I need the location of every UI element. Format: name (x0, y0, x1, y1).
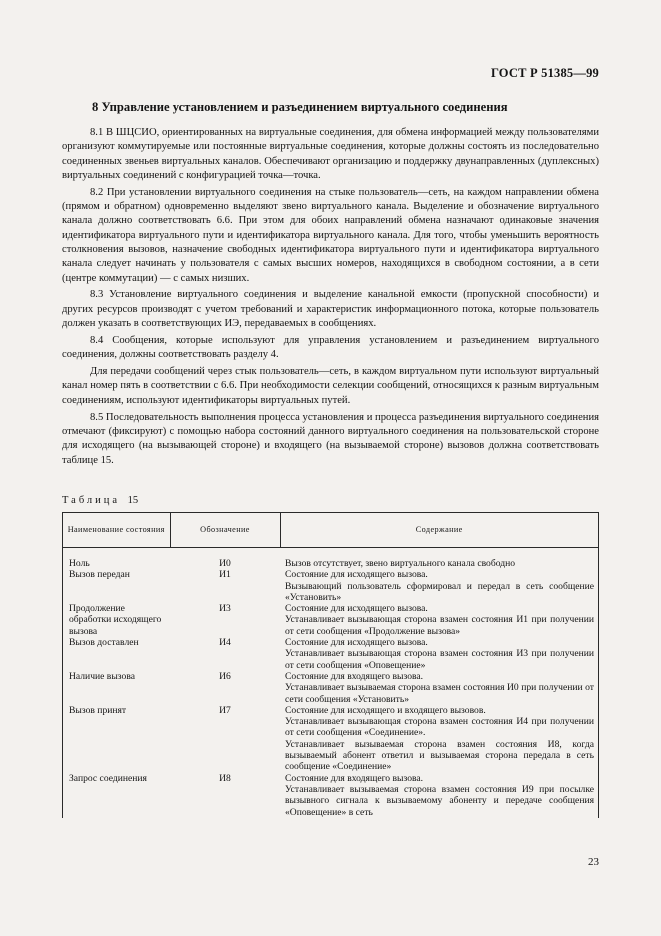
state-code-cell: И4 (219, 637, 231, 649)
state-name-cell: Продолжение обработки исходящего вызова (63, 603, 171, 637)
paragraph: 8.4 Сообщения, которые используют для управления установлением и разъединением виртуального соединения, должны соответствовать разделу 4. (62, 334, 599, 361)
state-code-cell: И6 (219, 670, 231, 682)
states-table (62, 512, 599, 818)
state-name-cell: Ноль (63, 548, 171, 570)
column-header-name: Наименование состояния (63, 513, 171, 548)
paragraph: 8.2 При установлении виртуального соединения на стыке пользователь—сеть, на каждом направлении обмена (прямом и обратном) одновременно выделяют звено виртуального канала. Выделение и обозначение виртуального канала должно соответствовать 6.6. При этом для обоих направлений обмена назначают одинаковые значения идентификатора виртуального пути и идентификатора виртуального канала. Для того, чтобы уменьшить вероятность столкновения вызовов, назначение свободных идентификатора виртуального пути и идентификатора виртуального канала следует начинать у пользователя с самых высших номеров, находящихся в свободном состоянии, а в сети (центре коммутации) — с самых низших. (62, 186, 599, 284)
state-content-line: Состояние для исходящего вызова. (285, 603, 428, 615)
state-content-cell (280, 671, 599, 705)
state-content-cell (280, 705, 599, 773)
state-code-cell: И0 (219, 558, 231, 569)
state-content-cell (280, 548, 599, 570)
state-content-line: Состояние для исходящего и входящего вызовов. (285, 704, 486, 716)
state-name-cell: Наличие вызова (63, 671, 171, 705)
table-row (63, 773, 599, 818)
table-row (63, 603, 599, 637)
state-content-line: Вызов отсутствует, звено виртуального канала свободно (285, 558, 516, 569)
table-caption (62, 495, 138, 506)
table-row (63, 548, 599, 570)
paragraph: 8.1 В ШЦСИО, ориентированных на виртуальные соединения, для обмена информацией между пользователями организуют коммутируемые или постоянные виртуальные соединения, которые должны состоять из последовательно соединенных звеньев виртуальных каналов. Обеспечивают организацию и поддержку двунаправленных (дуплексных) виртуальных соединений с конфигурацией точка—точка. (62, 127, 599, 181)
section-title: 8 Управление установлением и разъединением виртуального соединения (92, 100, 508, 114)
state-content-cell (280, 637, 599, 671)
table-header-row (63, 513, 599, 548)
state-content-line: Состояние для исходящего вызова. (285, 637, 428, 649)
paragraph: 8.5 Последовательность выполнения процесса установления и процесса разъединения виртуального соединения отмечают (фиксируют) с помощью набора состояний данного виртуального соединения на пользовательской стороне для исходящего (на вызывающей стороне) и входящего (на вызываемой стороне) вызовов должна соответствовать таблице 15. (62, 411, 599, 466)
table-row (63, 671, 599, 705)
state-name-cell: Вызов доставлен (63, 637, 171, 671)
table-caption-word: Таблица (62, 495, 121, 506)
state-content-cell (280, 603, 599, 637)
state-name-cell: Запрос соединения (63, 773, 171, 818)
state-code-cell: И8 (219, 772, 231, 784)
state-content-line: Устанавливает вызывающая сторона взамен состояния И3 при получении от сети сообщения «Оповещение» (285, 648, 594, 671)
state-content-line: Состояние для входящего вызова. (285, 670, 424, 682)
state-content-line: Состояние для входящего вызова. (285, 772, 424, 784)
table-caption-number: 15 (127, 495, 139, 506)
document-code: ГОСТ Р 51385—99 (490, 66, 599, 80)
column-header-content: Содержание (280, 513, 599, 548)
state-name-cell: Вызов принят (63, 705, 171, 773)
table-row (63, 569, 599, 603)
table-row (63, 705, 599, 773)
state-code-cell: И1 (219, 569, 231, 581)
state-content-line: Вызывающий пользователь сформировал и передал в сеть сообщение «Установить» (285, 580, 594, 603)
state-name-cell: Вызов передан (63, 569, 171, 603)
state-content-line: Состояние для исходящего вызова. (285, 569, 428, 581)
state-content-line: Устанавливает вызываемая сторона взамен состояния И0 при получении от сети сообщения «Установить» (285, 682, 594, 705)
page-number: 23 (588, 856, 599, 868)
state-content-line: Устанавливает вызывающая сторона взамен состояния И1 при получении от сети сообщения «Продолжение вызова» (285, 614, 594, 637)
state-content-cell (280, 569, 599, 603)
state-content-line: Устанавливает вызываемая сторона взамен состояния И9 при посылке вызывного сигнала к вызываемому абоненту и передаче сообщения «Оповещение» в сеть (285, 783, 594, 818)
state-content-line: Устанавливает вызывающая сторона взамен состояния И4 при получении от сети сообщения «Соединение». (285, 716, 594, 739)
state-code-cell: И3 (219, 603, 231, 615)
column-header-code: Обозначение (170, 513, 280, 548)
state-code-cell: И7 (219, 704, 231, 716)
paragraph: Для передачи сообщений через стык пользователь—сеть, в каждом виртуальном пути используют виртуальный канал номер пять в соответствии с 6.6. При необходимости селекции сообщений, относящихся к разным виртуальным соединениям, используют идентификаторы виртуальных путей. (62, 366, 599, 406)
table-row (63, 637, 599, 671)
body-text (62, 126, 599, 470)
paragraph: 8.3 Установление виртуального соединения и выделение канальной емкости (пропускной способности) и других ресурсов производят с учетом требований и характеристик информационного потока, которые пользователь должен указать в соответствующих ИЭ, передаваемых в сообщениях. (62, 289, 599, 330)
state-content-line: Устанавливает вызываемая сторона взамен состояния И8, когда вызываемый абонент ответил и вызываемая сторона передала в сеть сообщение «Соединение» (285, 738, 594, 773)
state-content-cell (280, 773, 599, 818)
